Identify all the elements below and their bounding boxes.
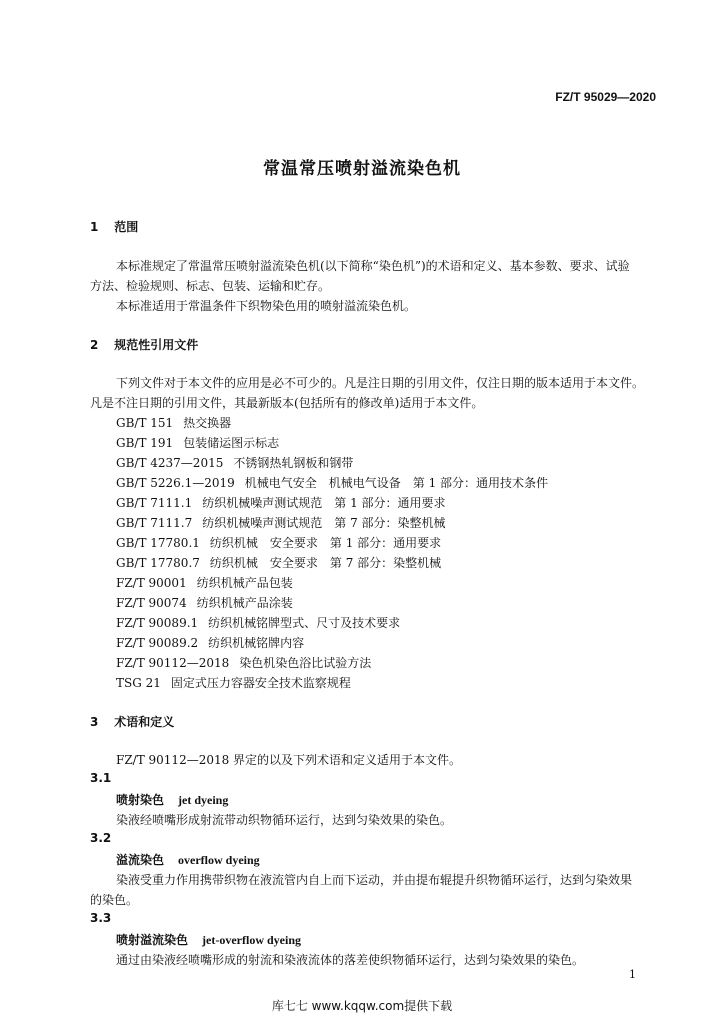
document-title: 常温常压喷射溢流染色机 xyxy=(263,159,461,179)
section-1-heading xyxy=(90,218,138,235)
reference-item: GB/T 17780.7 纺织机械 安全要求 第 7 部分：染整机械 xyxy=(116,556,442,570)
term-en: jet dyeing xyxy=(178,793,229,807)
term-heading xyxy=(116,931,301,948)
term-number: 3.2 xyxy=(90,831,112,845)
paragraph-line: 凡是不注日期的引用文件，其最新版本(包括所有的修改单)适用于本文件。 xyxy=(90,396,484,410)
reference-item: TSG 21 固定式压力容器安全技术监察规程 xyxy=(116,676,351,690)
term-zh: 喷射染色 xyxy=(116,793,165,807)
term-definition: 染液受重力作用携带织物在液流管内自上而下运动，并由提布辊提升织物循环运行，达到匀染效果 xyxy=(116,873,633,887)
paragraph-line: 本标准适用于常温条件下织物染色用的喷射溢流染色机。 xyxy=(116,299,417,313)
paragraph-line: 方法、检验规则、标志、包装、运输和贮存。 xyxy=(90,279,331,293)
reference-item: GB/T 17780.1 纺织机械 安全要求 第 1 部分：通用要求 xyxy=(116,536,442,550)
term-definition: 染液经喷嘴形成射流带动织物循环运行，达到匀染效果的染色。 xyxy=(116,813,453,827)
page-number: 1 xyxy=(629,968,636,981)
section-2-heading xyxy=(90,336,198,353)
term-definition: 的染色。 xyxy=(90,893,139,907)
reference-item: GB/T 7111.7 纺织机械噪声测试规范 第 7 部分：染整机械 xyxy=(116,516,446,530)
reference-item: FZ/T 90112—2018 染色机染色浴比试验方法 xyxy=(116,656,372,670)
section-title: 术语和定义 xyxy=(114,715,175,729)
term-heading xyxy=(116,851,260,868)
standard-code: FZ/T 95029—2020 xyxy=(555,90,656,104)
term-zh: 喷射溢流染色 xyxy=(116,933,189,947)
term-en: jet-overflow dyeing xyxy=(202,933,301,947)
term-definition: 通过由染液经喷嘴形成的射流和染液流体的落差使织物循环运行，达到匀染效果的染色。 xyxy=(116,953,585,967)
reference-item: GB/T 5226.1—2019 机械电气安全 机械电气设备 第 1 部分：通用技术条件 xyxy=(116,476,549,490)
reference-item: FZ/T 90089.2 纺织机械铭牌内容 xyxy=(116,636,305,650)
reference-item: GB/T 7111.1 纺织机械噪声测试规范 第 1 部分：通用要求 xyxy=(116,496,446,510)
section-number: 2 xyxy=(90,338,99,352)
term-en: overflow dyeing xyxy=(178,853,260,867)
reference-item: FZ/T 90074 纺织机械产品涂装 xyxy=(116,596,293,610)
footer-watermark: 库七七 www.kqqw.com提供下载 xyxy=(271,999,453,1013)
paragraph-line: FZ/T 90112—2018 界定的以及下列术语和定义适用于本文件。 xyxy=(116,753,462,767)
term-number: 3.3 xyxy=(90,911,112,925)
reference-item: GB/T 151 热交换器 xyxy=(116,416,232,430)
paragraph-line: 本标准规定了常温常压喷射溢流染色机(以下简称“染色机”)的术语和定义、基本参数、要求、试验 xyxy=(116,259,630,273)
reference-item: GB/T 4237—2015 不锈钢热轧钢板和钢带 xyxy=(116,456,354,470)
reference-item: FZ/T 90001 纺织机械产品包装 xyxy=(116,576,293,590)
section-3-heading xyxy=(90,713,174,730)
section-number: 1 xyxy=(90,220,99,234)
section-title: 规范性引用文件 xyxy=(114,338,199,352)
term-number: 3.1 xyxy=(90,771,112,785)
reference-item: FZ/T 90089.1 纺织机械铭牌型式、尺寸及技术要求 xyxy=(116,616,401,630)
reference-item: GB/T 191 包装储运图示标志 xyxy=(116,436,280,450)
section-number: 3 xyxy=(90,715,99,729)
paragraph-line: 下列文件对于本文件的应用是必不可少的。凡是注日期的引用文件，仅注日期的版本适用于本文件。 xyxy=(116,376,645,390)
term-heading xyxy=(116,791,228,808)
section-title: 范围 xyxy=(114,220,139,234)
term-zh: 溢流染色 xyxy=(116,853,165,867)
